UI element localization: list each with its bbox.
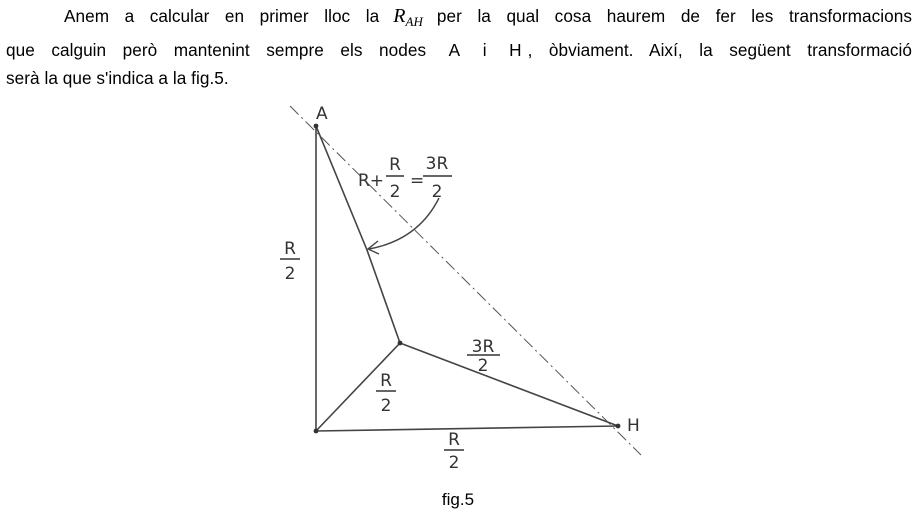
annotation-sum xyxy=(358,154,452,202)
svg-text:=: = xyxy=(410,171,425,191)
paragraph-line-2: que calguin però mantenint sempre els nodes A i H , òbviament. Així, la següent transformació xyxy=(6,40,913,60)
svg-text:2: 2 xyxy=(431,182,443,202)
paragraph-line-3: serà la que s'indica a la fig.5. xyxy=(6,68,229,88)
svg-text:2: 2 xyxy=(389,182,401,202)
svg-text:2: 2 xyxy=(380,396,392,416)
svg-text:R: R xyxy=(284,239,296,259)
edge-a-center xyxy=(316,126,400,343)
node-bottom-left-dot xyxy=(314,429,319,434)
svg-text:R: R xyxy=(389,155,401,175)
svg-text:R: R xyxy=(380,371,392,391)
bottom-edge-label xyxy=(444,430,464,473)
svg-text:3R: 3R xyxy=(425,154,449,174)
svg-text:2: 2 xyxy=(448,453,460,473)
node-center-dot xyxy=(398,341,403,346)
figure-caption: fig.5 xyxy=(441,490,475,509)
svg-text:R+: R+ xyxy=(358,171,385,191)
node-a-dot xyxy=(314,124,319,129)
svg-text:3R: 3R xyxy=(471,337,495,357)
node-h-dot xyxy=(616,424,621,429)
paragraph-line-1: Anem a calcular en primer lloc la $R_{AH}$ per la qual cosa haurem de fer les transformacions xyxy=(64,5,912,29)
node-h-label: H xyxy=(627,416,640,436)
node-a-label: A xyxy=(316,104,328,124)
svg-text:2: 2 xyxy=(477,356,489,376)
left-edge-label xyxy=(280,239,300,284)
math-r-ah: $R_{AH}$ xyxy=(393,5,423,29)
svg-text:R: R xyxy=(448,430,460,450)
node-h-inline: H xyxy=(509,40,522,60)
inner-edge-label xyxy=(376,371,396,416)
edge-bottom xyxy=(316,426,618,431)
pointer-arrow xyxy=(369,198,439,249)
edge-right xyxy=(400,343,618,426)
svg-text:2: 2 xyxy=(284,264,296,284)
node-a-inline: A xyxy=(448,40,461,60)
